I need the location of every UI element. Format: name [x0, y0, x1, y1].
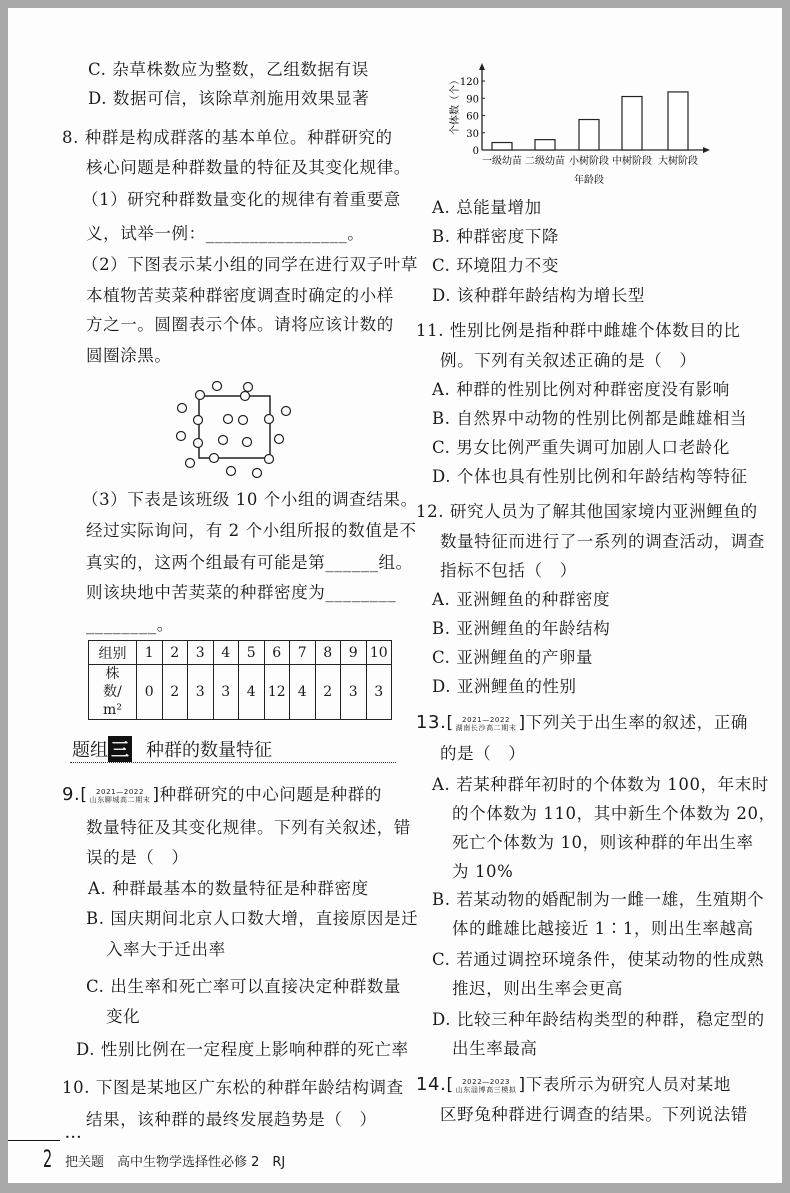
table-value: 4 [290, 665, 316, 720]
text-line: 推迟，则出生率会更高 [452, 979, 623, 998]
table-group-9: 9 [341, 641, 367, 665]
text-line: C. 若通过调控环境条件，使某动物的性成熟 [432, 950, 765, 969]
individual-circle [186, 459, 195, 468]
bar-二级幼苗 [535, 140, 555, 150]
text-line: D. 数据可信，该除草剂施用效果显著 [88, 89, 370, 108]
tag-source: 山东聊城高二期末 [89, 795, 151, 804]
question-number: 13. [416, 712, 447, 733]
individual-circle [177, 432, 186, 441]
table-value: 3 [341, 665, 367, 720]
y-tick-label: 30 [466, 128, 479, 140]
text-line: C. 亚洲鲤鱼的产卵量 [432, 648, 594, 667]
option: C. 环境阻力不变 [432, 256, 559, 275]
individual-circle [210, 454, 219, 463]
table-group-6: 6 [264, 641, 290, 665]
individual-circle [194, 439, 203, 448]
question-10: 10. 下图是某地区广东松的种群年龄结构调查 [62, 1078, 404, 1097]
text-line: 则该块地中苦荬菜的种群密度为________ [86, 583, 397, 602]
table-group-1: 1 [137, 641, 163, 665]
individual-circle [224, 415, 233, 424]
tag-source: 山东淄博高三模拟 [455, 1085, 517, 1094]
x-tick-label: 一级幼苗 [482, 156, 522, 167]
table-value: 4 [239, 665, 265, 720]
text-line: A. 若某种群年初时的个体数为 100，年末时 [432, 775, 769, 794]
text-line: （2）下图表示某小组的同学在进行双子叶草 [82, 255, 418, 274]
table-value: 3 [213, 665, 239, 720]
x-tick-label: 小树阶段 [569, 156, 609, 167]
text-line: 经过实际询问，有 2 个小组所报的数值是不 [86, 521, 417, 540]
text-line: 体的雌雄比越接近 1∶1，则出生率越高 [452, 919, 754, 938]
text-line: 数量特征而进行了一系列的调查活动，调查 [440, 532, 765, 551]
text-line: 圆圈涂黑。 [86, 346, 172, 365]
question-8: 8. 种群是构成群落的基本单位。种群研究的 [62, 128, 393, 147]
bar-大树阶段 [668, 92, 688, 150]
table-group-10: 10 [366, 641, 392, 665]
text-line: ________。 [86, 615, 174, 634]
text-line: 的个体数为 110，其中新生个体数为 20， [452, 804, 776, 823]
individual-circle [196, 391, 205, 400]
section-prefix: 题组 [72, 740, 108, 761]
question-9: 9.[ 2021—2022 山东聊城高二期末 ]种群研究的中心问题是种群的 [62, 784, 382, 805]
y-tick-label: 90 [466, 94, 479, 106]
table-value: 0 [137, 665, 163, 720]
question-13: 13.[ 2021—2022 湖南长沙高二期末 ]下列关于出生率的叙述，正确 [416, 712, 749, 733]
text-line: B. 国庆期间北京人口数大增，直接原因是迁 [86, 909, 419, 928]
question-text: 下列关于出生率的叙述，正确 [525, 713, 749, 732]
x-tick-label: 中树阶段 [612, 156, 652, 167]
text-line: 为 10% [452, 862, 514, 881]
bar-小树阶段 [579, 120, 599, 150]
text-line: 真实的，这两个组最有可能是第______组。 [86, 553, 413, 572]
individual-circle [219, 436, 228, 445]
table-value: 12 [264, 665, 290, 720]
bar-一级幼苗 [492, 143, 512, 150]
text-line: 变化 [106, 1007, 141, 1026]
individual-circle [265, 455, 274, 464]
question-14: 14.[ 2022—2023 山东淄博高三模拟 ]下表所示为研究人员对某地 [416, 1074, 731, 1095]
text-line: 区野兔种群进行调查的结果。下列说法错 [440, 1105, 748, 1124]
footer-dots: ••• [65, 1133, 83, 1142]
x-axis-arrow [703, 147, 710, 153]
individual-circle [243, 438, 252, 447]
table-group-7: 7 [290, 641, 316, 665]
footer-text: 把关题 高中生物学选择性必修 2 RJ [65, 1155, 286, 1170]
table-value: 3 [366, 665, 392, 720]
text-line: （3）下表是该班级 10 个小组的调查结果。 [82, 490, 418, 509]
text-line: C. 杂草株数应为整数，乙组数据有误 [88, 60, 369, 79]
section-number: 三 [108, 736, 132, 762]
option: B. 种群密度下降 [432, 227, 560, 246]
tag-year: 2022—2023 [462, 1077, 511, 1086]
text-line: 误的是（ ） [86, 848, 189, 867]
tag-year: 2021—2022 [96, 787, 145, 796]
section-title: 种群的数量特征 [146, 740, 272, 761]
quadrat-square [199, 396, 270, 458]
text-line: A. 亚洲鲤鱼的种群密度 [432, 590, 611, 609]
text-line: 义，试举一例：________________。 [86, 224, 365, 243]
text-line: （1）研究种群数量变化的规律有着重要意 [82, 190, 401, 209]
individual-circle [213, 382, 222, 391]
text-line: 指标不包括（ ） [440, 561, 577, 580]
text-line: 死亡个体数为 10，则该种群的年出生率 [452, 833, 754, 852]
y-axis-arrow [479, 63, 485, 70]
x-tick-label: 二级幼苗 [525, 156, 565, 167]
page-number: 2 [43, 1145, 53, 1173]
table-row-label: 株数/m² [103, 666, 122, 718]
table-group-8: 8 [315, 641, 341, 665]
individual-circle [227, 467, 236, 476]
question-text: 种群研究的中心问题是种群的 [159, 785, 382, 804]
bar-中树阶段 [622, 97, 642, 150]
option: D. 该种群年龄结构为增长型 [432, 286, 646, 305]
table-group-2: 2 [162, 641, 188, 665]
text-line: 本植物苦荬菜种群密度调查时确定的小样 [86, 286, 394, 305]
footer-rule [8, 1140, 60, 1141]
table-value: 2 [162, 665, 188, 720]
text-line: D. 亚洲鲤鱼的性别 [432, 677, 577, 696]
text-line: 例。下列有关叙述正确的是（ ） [440, 351, 697, 370]
question-number: 14. [416, 1074, 447, 1095]
table-group-4: 4 [213, 641, 239, 665]
individual-circle [253, 469, 262, 478]
text-line: B. 亚洲鲤鱼的年龄结构 [432, 619, 611, 638]
table-group-5: 5 [239, 641, 265, 665]
tag-year: 2021—2022 [462, 715, 511, 724]
x-tick-label: 大树阶段 [658, 156, 698, 167]
question-12: 12. 研究人员为了解其他国家境内亚洲鲤鱼的 [416, 502, 758, 521]
text-line: 方之一。圆圈表示个体。请将应该计数的 [86, 315, 394, 334]
individual-circle [178, 404, 187, 413]
y-tick-label: 0 [472, 146, 479, 157]
question-number: 9. [62, 784, 81, 805]
x-axis-label: 年龄段 [574, 175, 604, 186]
text-line: B. 自然界中动物的性别比例都是雌雄相当 [432, 409, 748, 428]
individual-circle [265, 415, 274, 424]
text-line: 出生率最高 [452, 1039, 538, 1058]
table-value: 2 [315, 665, 341, 720]
table-group-3: 3 [188, 641, 214, 665]
y-tick-label: 120 [459, 77, 479, 88]
individual-circle [275, 435, 284, 444]
tag-source: 湖南长沙高二期末 [455, 723, 517, 732]
y-axis-label: 个体数（个） [450, 75, 461, 135]
text-line: D. 比较三种年龄结构类型的种群，稳定型的 [432, 1010, 765, 1029]
text-line: 结果，该种群的最终发展趋势是（ ） [86, 1110, 377, 1129]
text-line: A. 种群最基本的数量特征是种群密度 [88, 879, 369, 898]
y-tick-label: 60 [466, 111, 479, 123]
text-line: 的是（ ） [440, 744, 526, 763]
text-line: 数量特征及其变化规律。下列有关叙述，错 [86, 818, 411, 837]
text-line: D. 个体也具有性别比例和年龄结构等特征 [432, 467, 748, 486]
individual-circle [194, 416, 203, 425]
individual-circle [239, 416, 248, 425]
table-value: 3 [188, 665, 214, 720]
text-line: C. 出生率和死亡率可以直接决定种群数量 [86, 977, 402, 996]
text-line: 入率大于迁出率 [106, 940, 226, 959]
option: A. 总能量增加 [432, 198, 542, 217]
text-line: 核心问题是种群数量的特征及其变化规律。 [86, 158, 411, 177]
question-11: 11. 性别比例是指种群中雌雄个体数目的比 [416, 321, 741, 340]
text-line: D. 性别比例在一定程度上影响种群的死亡率 [76, 1040, 409, 1059]
individual-circle [241, 392, 250, 401]
table-header-label: 组别 [89, 641, 137, 665]
text-line: A. 种群的性别比例对种群密度没有影响 [432, 380, 730, 399]
question-text: 下表所示为研究人员对某地 [525, 1075, 731, 1094]
text-line: B. 若某动物的婚配制为一雌一雄，生殖期个 [432, 890, 765, 909]
text-line: C. 男女比例严重失调可加剧人口老龄化 [432, 438, 730, 457]
individual-circle [244, 383, 253, 392]
individual-circle [282, 407, 291, 416]
